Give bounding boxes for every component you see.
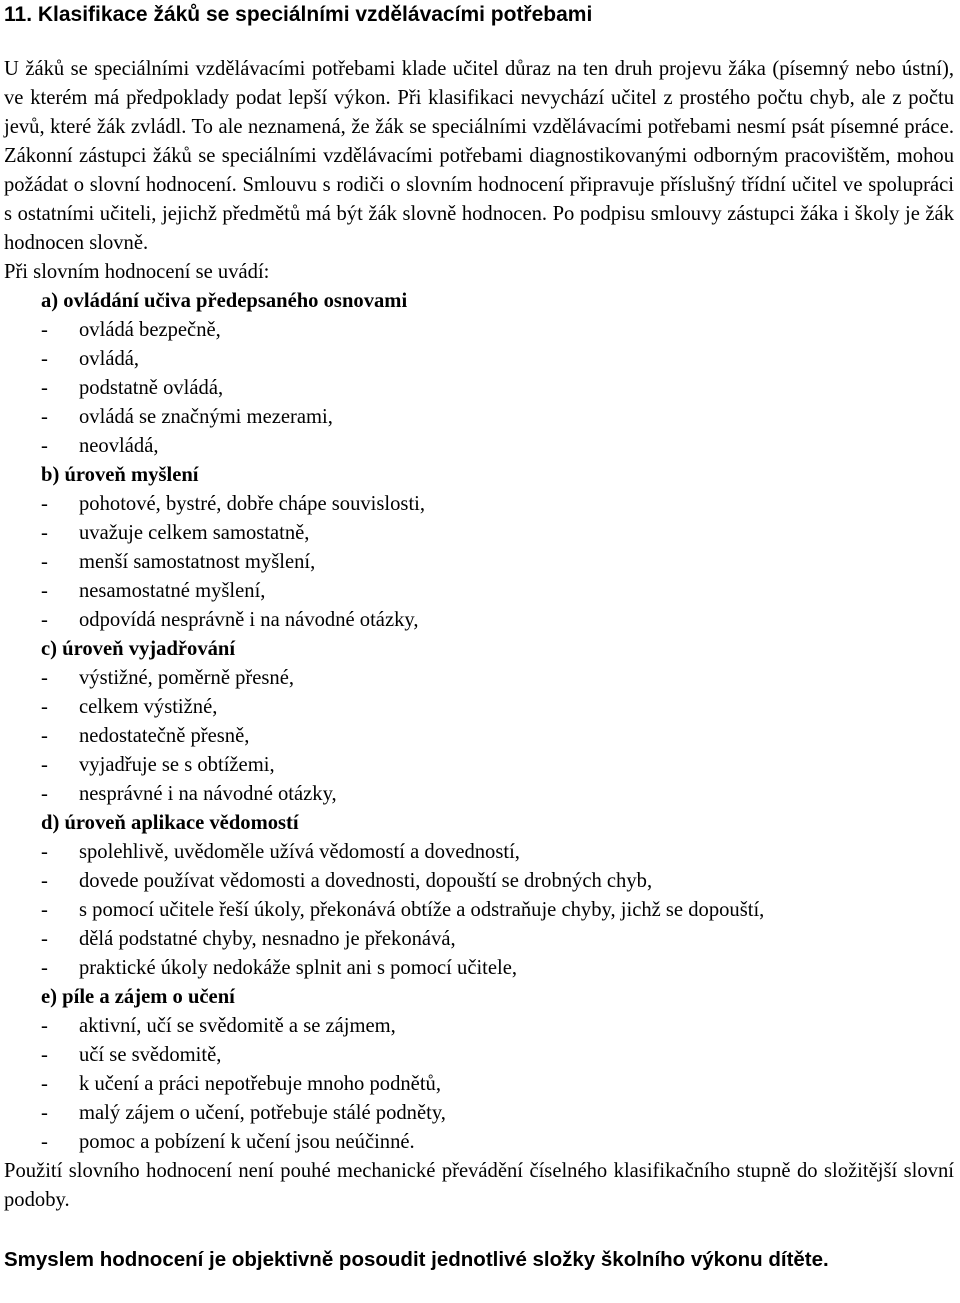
dash-bullet: - [41, 1044, 48, 1066]
criteria-list [4, 287, 954, 1157]
list-item-text: učí se svědomitě, [79, 1044, 222, 1066]
list-item-text: podstatně ovládá, [79, 377, 224, 399]
dash-bullet: - [41, 1073, 48, 1095]
list-item-text: pomoc a pobízení k učení jsou neúčinné. [79, 1131, 415, 1153]
spacer [4, 1215, 954, 1245]
criteria-heading: a) ovládání učiva předepsaného osnovami [41, 290, 408, 312]
list-item [41, 577, 954, 606]
list-item-text: dělá podstatné chyby, nesnadno je překonává, [79, 928, 456, 950]
list-item [41, 519, 954, 548]
list-item [41, 1070, 954, 1099]
dash-bullet: - [41, 609, 48, 631]
list-item [41, 1099, 954, 1128]
criteria-heading: e) píle a zájem o učení [41, 986, 235, 1008]
list-item-text: s pomocí učitele řeší úkoly, překonává obtíže a odstraňuje chyby, jichž se dopouští, [79, 899, 765, 921]
list-item [41, 345, 954, 374]
dash-bullet: - [41, 1102, 48, 1124]
criteria-heading: d) úroveň aplikace vědomostí [41, 812, 299, 834]
dash-bullet: - [41, 899, 48, 921]
intro-paragraph: U žáků se speciálními vzdělávacími potřebami klade učitel důraz na ten druh projevu žáka (písemný nebo ústní), ve kterém má předpoklady podat lepší výkon. Při klasifikaci nevychází učitel z prostého počtu chyb, ale z počtu jevů, které žák zvládl. To ale neznamená, že žák se speciálními vzdělávacími potřebami nesmí psát písemné práce. Zákonní zástupci žáků se speciálními vzdělávacími potřebami diagnostikovanými odborným pracovištěm, mohou požádat o slovní hodnocení. Smlouvu s rodiči o slovním hodnocení připravuje příslušný třídní učitel ve spolupráci s ostatními učiteli, jejichž předmětů má být žák slovně hodnocen. Po podpisu smlouvy zástupci žáka i školy je žák hodnocen slovně. [4, 58, 954, 254]
list-item [41, 751, 954, 780]
dash-bullet: - [41, 551, 48, 573]
list-item-text: vyjadřuje se s obtížemi, [79, 754, 275, 776]
list-item-text: nesamostatné myšlení, [79, 580, 266, 602]
dash-bullet: - [41, 928, 48, 950]
dash-bullet: - [41, 783, 48, 805]
dash-bullet: - [41, 348, 48, 370]
list-item-text: k učení a práci nepotřebuje mnoho podnětů, [79, 1073, 441, 1095]
list-item [41, 693, 954, 722]
dash-bullet: - [41, 870, 48, 892]
list-item [41, 896, 954, 925]
dash-bullet: - [41, 493, 48, 515]
dash-bullet: - [41, 377, 48, 399]
dash-bullet: - [41, 841, 48, 863]
dash-bullet: - [41, 696, 48, 718]
spacer [4, 29, 954, 55]
dash-bullet: - [41, 406, 48, 428]
list-item-text: malý zájem o učení, potřebuje stálé podněty, [79, 1102, 446, 1124]
closing-paragraph: Použití slovního hodnocení není pouhé mechanické převádění číselného klasifikačního stupně do složitější slovní podoby. [4, 1160, 954, 1211]
list-item-text: ovládá, [79, 348, 140, 370]
list-item [41, 664, 954, 693]
dash-bullet: - [41, 667, 48, 689]
list-item [41, 838, 954, 867]
list-item [41, 432, 954, 461]
dash-bullet: - [41, 1131, 48, 1153]
list-item [41, 722, 954, 751]
list-item-text: neovládá, [79, 435, 159, 457]
list-item [41, 548, 954, 577]
list-item [41, 925, 954, 954]
dash-bullet: - [41, 522, 48, 544]
list-item-text: výstižné, poměrně přesné, [79, 667, 295, 689]
list-item [41, 867, 954, 896]
list-item-text: celkem výstižné, [79, 696, 218, 718]
list-item [41, 403, 954, 432]
list-item [41, 1012, 954, 1041]
criteria-heading: b) úroveň myšlení [41, 464, 199, 486]
criteria-heading: c) úroveň vyjadřování [41, 638, 236, 660]
list-item-text: nesprávné i na návodné otázky, [79, 783, 337, 805]
list-item-text: ovládá bezpečně, [79, 319, 221, 341]
list-item [41, 374, 954, 403]
list-item-text: praktické úkoly nedokáže splnit ani s pomocí učitele, [79, 957, 518, 979]
list-item [41, 1128, 954, 1157]
list-item-text: dovede používat vědomosti a dovednosti, dopouští se drobných chyb, [79, 870, 653, 892]
list-item-text: ovládá se značnými mezerami, [79, 406, 333, 428]
list-item [41, 316, 954, 345]
dash-bullet: - [41, 319, 48, 341]
dash-bullet: - [41, 754, 48, 776]
list-item-text: odpovídá nesprávně i na návodné otázky, [79, 609, 419, 631]
list-item-text: spolehlivě, uvědoměle užívá vědomostí a dovedností, [79, 841, 520, 863]
dash-bullet: - [41, 580, 48, 602]
section-title: 11. Klasifikace žáků se speciálními vzdělávacími potřebami [4, 3, 593, 26]
list-item-text: pohotové, bystré, dobře chápe souvislosti, [79, 493, 426, 515]
document-page [4, 0, 954, 1274]
dash-bullet: - [41, 957, 48, 979]
final-statement: Smyslem hodnocení je objektivně posoudit jednotlivé složky školního výkonu dítěte. [4, 1248, 829, 1271]
dash-bullet: - [41, 725, 48, 747]
list-item-text: nedostatečně přesně, [79, 725, 250, 747]
lead-text: Při slovním hodnocení se uvádí: [4, 261, 270, 283]
dash-bullet: - [41, 1015, 48, 1037]
list-item [41, 954, 954, 983]
list-item [41, 606, 954, 635]
list-item-text: uvažuje celkem samostatně, [79, 522, 310, 544]
list-item-text: menší samostatnost myšlení, [79, 551, 316, 573]
list-item-text: aktivní, učí se svědomitě a se zájmem, [79, 1015, 396, 1037]
list-item [41, 780, 954, 809]
list-item [41, 1041, 954, 1070]
list-item [41, 490, 954, 519]
dash-bullet: - [41, 435, 48, 457]
